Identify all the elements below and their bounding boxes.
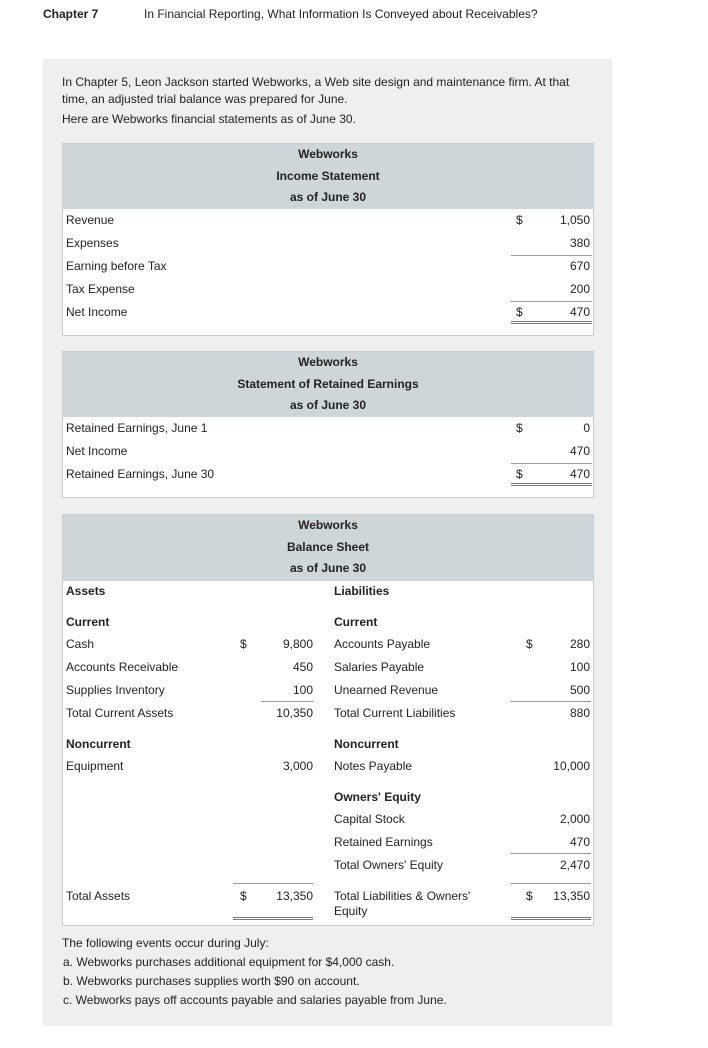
- statement-row: [63, 417, 593, 440]
- balance-sheet: [62, 514, 594, 926]
- row-value: 200: [569, 281, 590, 296]
- company-name: Webworks: [298, 147, 358, 161]
- subtotal-rule: [233, 883, 313, 884]
- statement-header: [63, 515, 593, 581]
- statement-date: as of June 30: [289, 190, 367, 204]
- subtotal-rule: [511, 853, 591, 854]
- supplies-inventory-label: Supplies Inventory: [66, 683, 165, 697]
- list-item: b. Webworks purchases supplies worth $90 on account.: [63, 974, 360, 988]
- equipment-label: Equipment: [66, 759, 124, 773]
- capital-stock-value: 2,000: [559, 812, 590, 826]
- total-double-rule: [511, 483, 592, 486]
- accounts-receivable-value: 450: [292, 660, 313, 674]
- chapter-label: Chapter 7: [43, 7, 99, 21]
- notes-payable-value: 10,000: [553, 759, 590, 773]
- statement-header: [63, 144, 593, 209]
- statement-row: [63, 209, 593, 232]
- salaries-payable-label: Salaries Payable: [334, 660, 425, 674]
- row-value: 380: [569, 235, 590, 250]
- intro-paragraph: In Chapter 5, Leon Jackson started Webworks, a Web site design and maintenance firm. At that time, an adjusted trial balance was prepared for June.: [62, 75, 570, 106]
- row-label: Net Income: [66, 443, 128, 458]
- subtotal-rule: [261, 701, 313, 702]
- statement-name: Income Statement: [276, 168, 380, 183]
- row-label: Retained Earnings, June 30: [66, 466, 215, 481]
- subtotal-rule: [511, 301, 592, 302]
- currency-symbol: $: [526, 889, 533, 903]
- statement-header: [63, 352, 593, 417]
- subtotal-rule: [511, 255, 592, 256]
- capital-stock-label: Capital Stock: [334, 812, 405, 826]
- statement-row: [63, 232, 593, 255]
- total-current-assets-value: 10,350: [276, 706, 313, 720]
- row-value: 470: [569, 466, 590, 481]
- income-statement: [62, 143, 594, 336]
- currency-symbol: $: [240, 889, 247, 903]
- currency-symbol: $: [526, 637, 533, 651]
- intro-text: [62, 74, 597, 128]
- total-double-rule: [233, 917, 313, 920]
- assets-heading: Assets: [66, 584, 106, 598]
- retained-earnings-label: Retained Earnings: [334, 835, 433, 849]
- cash-label: Cash: [66, 637, 95, 651]
- intro-paragraph: Here are Webworks financial statements as of June 30.: [62, 112, 356, 126]
- statement-name: Balance Sheet: [286, 539, 370, 554]
- row-value: 1,050: [559, 212, 590, 227]
- salaries-payable-value: 100: [569, 660, 590, 674]
- statement-name: Statement of Retained Earnings: [237, 376, 419, 391]
- equipment-value: 3,000: [282, 759, 313, 773]
- row-label: Net Income: [66, 304, 128, 319]
- company-name: Webworks: [298, 355, 358, 369]
- row-label: Revenue: [66, 212, 115, 227]
- cash-value: 9,800: [282, 637, 313, 651]
- total-double-rule: [511, 917, 591, 920]
- row-label: Expenses: [66, 235, 119, 250]
- total-assets-label: Total Assets: [66, 889, 131, 903]
- accounts-payable-value: 280: [569, 637, 590, 651]
- subtotal-rule: [511, 463, 592, 464]
- total-current-assets-label: Total Current Assets: [66, 706, 174, 720]
- events-list: [62, 934, 447, 1010]
- noncurrent-assets-heading: Noncurrent: [66, 737, 131, 751]
- statement-row: [63, 440, 593, 463]
- accounts-receivable-label: Accounts Receivable: [66, 660, 179, 674]
- chapter-title: In Financial Reporting, What Information Is Conveyed about Receivables?: [144, 7, 538, 21]
- total-assets-value: 13,350: [276, 889, 313, 903]
- statement-date: as of June 30: [289, 398, 367, 412]
- currency-symbol: $: [516, 420, 523, 435]
- statement-row: [63, 301, 593, 324]
- total-current-liabilities-value: 880: [569, 706, 590, 720]
- retained-earnings-statement: [62, 351, 594, 498]
- current-assets-heading: Current: [66, 615, 110, 629]
- statement-row: [63, 463, 593, 486]
- retained-earnings-value: 470: [569, 835, 590, 849]
- subtotal-rule: [511, 701, 591, 702]
- total-current-liabilities-label: Total Current Liabilities: [334, 706, 456, 720]
- row-value: 470: [569, 304, 590, 319]
- liabilities-heading: Liabilities: [334, 584, 390, 598]
- list-item: a. Webworks purchases additional equipment for $4,000 cash.: [63, 955, 395, 969]
- company-name: Webworks: [298, 518, 358, 532]
- noncurrent-liabilities-heading: Noncurrent: [334, 737, 399, 751]
- unearned-revenue-value: 500: [569, 683, 590, 697]
- current-liabilities-heading: Current: [334, 615, 378, 629]
- statement-row: [63, 278, 593, 301]
- currency-symbol: $: [240, 637, 247, 651]
- statement-row: [63, 255, 593, 278]
- subtotal-rule: [511, 883, 591, 884]
- row-value: 670: [569, 258, 590, 273]
- total-double-rule: [511, 321, 592, 324]
- total-owners-equity-label: Total Owners' Equity: [334, 858, 444, 872]
- supplies-inventory-value: 100: [292, 683, 313, 697]
- notes-payable-label: Notes Payable: [334, 759, 413, 773]
- currency-symbol: $: [516, 304, 523, 319]
- statement-date: as of June 30: [289, 561, 367, 575]
- accounts-payable-label: Accounts Payable: [334, 637, 431, 651]
- owners-equity-heading: Owners' Equity: [334, 790, 421, 804]
- unearned-revenue-label: Unearned Revenue: [334, 683, 439, 697]
- total-liabilities-equity-value: 13,350: [553, 889, 590, 903]
- currency-symbol: $: [516, 466, 523, 481]
- total-liabilities-equity-label: Total Liabilities & Owners' Equity: [334, 889, 471, 918]
- currency-symbol: $: [516, 212, 523, 227]
- row-label: Tax Expense: [66, 281, 135, 296]
- row-label: Retained Earnings, June 1: [66, 420, 208, 435]
- row-value: 470: [569, 443, 590, 458]
- row-value: 0: [583, 420, 590, 435]
- events-intro: The following events occur during July:: [62, 936, 269, 950]
- row-label: Earning before Tax: [66, 258, 167, 273]
- total-owners-equity-value: 2,470: [559, 858, 590, 872]
- list-item: c. Webworks pays off accounts payable and salaries payable from June.: [63, 993, 447, 1007]
